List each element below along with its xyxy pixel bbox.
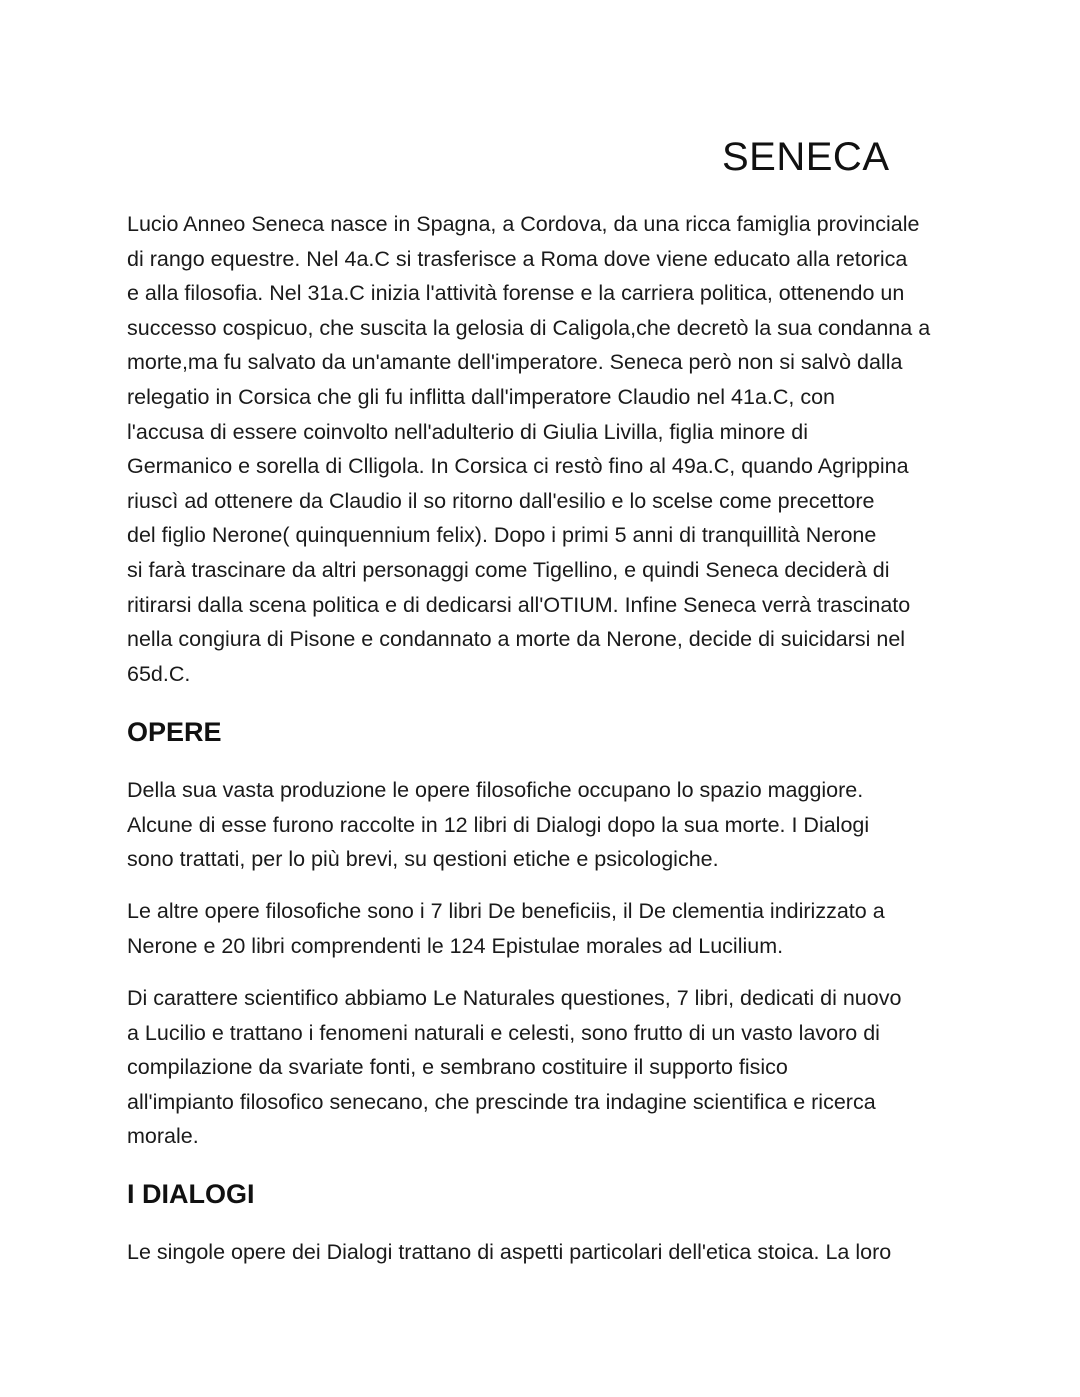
text-line: Della sua vasta produzione le opere filosofiche occupano lo spazio maggiore. (127, 778, 864, 802)
text-line: Lucio Anneo Seneca nasce in Spagna, a Cordova, da una ricca famiglia provinciale (127, 212, 920, 236)
text-line: si farà trascinare da altri personaggi come Tigellino, e quindi Seneca deciderà di (127, 557, 890, 582)
text-line: 65d.C. (127, 661, 191, 686)
text-line: di rango equestre. Nel 4a.C si trasferisce a Roma dove viene educato alla retorica (127, 246, 908, 271)
opere-paragraph-1 (127, 773, 869, 877)
dialoghi-paragraph-1 (127, 1235, 891, 1270)
text-line: e alla filosofia. Nel 31a.C inizia l'attività forense e la carriera politica, ottenendo un (127, 281, 905, 306)
text-line: relegatio in Corsica che gli fu inflitta dall'imperatore Claudio nel 41a.C, con (127, 384, 836, 409)
text-line: riuscì ad ottenere da Claudio il so ritorno dall'esilio e lo scelse come precettore (127, 488, 875, 513)
text-line: nella congiura di Pisone e condannato a morte da Nerone, decide di suicidarsi nel (127, 627, 906, 652)
text-line: Le altre opere filosofiche sono i 7 libri De beneficiis, il De clementia indirizzato a (127, 899, 885, 923)
text-line: compilazione da svariate fonti, e sembrano costituire il supporto fisico (127, 1055, 788, 1080)
text-line: Germanico e sorella di Clligola. In Corsica ci restò fino al 49a.C, quando Agrippina (127, 454, 909, 479)
text-line: sono trattati, per lo più brevi, su qestioni etiche e psicologiche. (127, 847, 719, 872)
text-line: morte,ma fu salvato da un'amante dell'imperatore. Seneca però non si salvò dalla (127, 350, 903, 375)
text-line: Nerone e 20 libri comprendenti le 124 Epistulae morales ad Lucilium. (127, 933, 784, 958)
text-line: a Lucilio e trattano i fenomeni naturali e celesti, sono frutto di un vasto lavoro di (127, 1020, 880, 1045)
biography-paragraph (127, 207, 930, 691)
text-line: morale. (127, 1124, 199, 1149)
page-title: SENECA (722, 135, 890, 179)
text-line: all'impianto filosofico senecano, che prescinde tra indagine scientifica e ricerca (127, 1089, 876, 1114)
text-line: ritirarsi dalla scena politica e di dedicarsi all'OTIUM. Infine Seneca verrà trascinato (127, 592, 911, 617)
text-line: l'accusa di essere coinvolto nell'adulterio di Giulia Livilla, figlia minore di (127, 419, 809, 444)
section-heading-dialoghi: I DIALOGI (127, 1179, 255, 1209)
section-heading-opere: OPERE (127, 717, 222, 747)
text-line: successo cospicuo, che suscita la gelosia di Caligola,che decretò la sua condanna a (127, 315, 931, 340)
text-line: del figlio Nerone( quinquennium felix). Dopo i primi 5 anni di tranquillità Nerone (127, 523, 877, 548)
text-line: Le singole opere dei Dialogi trattano di aspetti particolari dell'etica stoica. La loro (127, 1240, 892, 1264)
opere-paragraph-2 (127, 894, 885, 963)
opere-paragraph-3 (127, 981, 901, 1154)
text-line: Di carattere scientifico abbiamo Le Naturales questiones, 7 libri, dedicati di nuovo (127, 986, 902, 1010)
text-line: Alcune di esse furono raccolte in 12 libri di Dialogi dopo la sua morte. I Dialogi (127, 812, 870, 837)
